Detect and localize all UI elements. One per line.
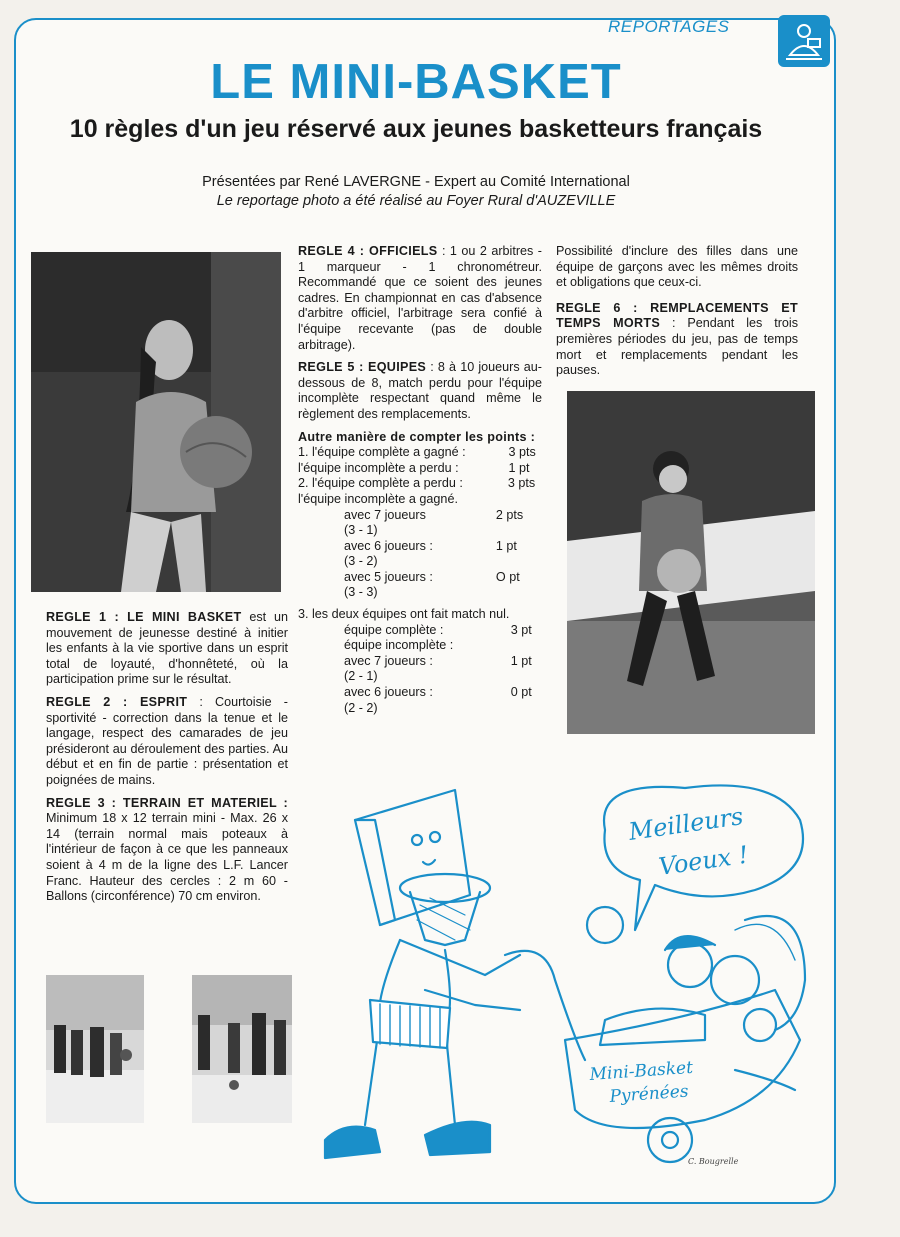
table-row bbox=[344, 669, 544, 685]
column-1 bbox=[46, 610, 288, 912]
rule-4-text: : 1 ou 2 arbitres - 1 marqueur - 1 chronométreur. Recommandé que ce soient des jeunes cadres. En championnat en cas d'absence d'arbitre officiel, l'arbitrage sera confié à l'équipe recevante (pas de double arbitrage). bbox=[298, 244, 542, 352]
score-detail: (3 - 1) bbox=[344, 523, 378, 538]
photo-credit: Le reportage photo a été réalisé au Foyer Rural d'AUZEVILLE bbox=[216, 193, 616, 209]
score-value: 3 pt bbox=[510, 622, 532, 637]
rule-5-continued: Possibilité d'inclure des filles dans une équipe de garçons avec les mêmes droits et obligations que ceux-ci. bbox=[556, 244, 798, 290]
rule-1-heading: REGLE 1 : LE MINI BASKET bbox=[46, 610, 242, 624]
column-2 bbox=[298, 244, 542, 716]
score-value: 1 pt bbox=[495, 538, 517, 553]
page-subtitle: 10 règles d'un jeu réservé aux jeunes basketteurs français bbox=[69, 115, 763, 143]
score-label: avec 7 joueurs : bbox=[344, 653, 433, 668]
scoring-case-3 bbox=[344, 623, 544, 717]
scoring-case-2-sub bbox=[344, 508, 544, 602]
table-row bbox=[298, 492, 543, 508]
score-value: 3 pts bbox=[508, 445, 536, 460]
score-detail: (2 - 2) bbox=[344, 700, 378, 715]
rule-5-text: : 8 à 10 joueurs au-dessous de 8, match perdu pour l'équipe incomplète respectant quand même le règlement des remplacements. bbox=[298, 360, 542, 421]
score-detail: (2 - 1) bbox=[344, 669, 378, 684]
table-row bbox=[344, 585, 544, 601]
photo-girl-with-ball bbox=[31, 252, 281, 592]
presenter: Présentées par René LAVERGNE - Expert au Comité International bbox=[202, 174, 630, 190]
scoring-case-1 bbox=[298, 445, 543, 476]
artist-signature: C. Bougrelle bbox=[688, 1157, 739, 1166]
table-row bbox=[298, 461, 543, 477]
score-label: avec 5 joueurs : bbox=[344, 569, 433, 584]
section-label: REPORTAGES bbox=[608, 17, 730, 36]
table-row bbox=[344, 654, 544, 670]
rule-6 bbox=[556, 301, 798, 379]
ball bbox=[587, 907, 623, 943]
score-value: 0 pt bbox=[510, 685, 532, 700]
score-label: avec 6 joueurs : bbox=[344, 685, 433, 700]
table-row bbox=[344, 638, 544, 654]
scoring-case-3-head: 3. les deux équipes ont fait match nul. bbox=[298, 607, 510, 622]
column-3 bbox=[556, 244, 798, 386]
table-row bbox=[298, 476, 543, 492]
scoring-heading: Autre manière de compter les points : bbox=[298, 429, 536, 444]
score-label: équipe complète : bbox=[344, 622, 444, 637]
rule-6-heading: REGLE 6 : REMPLACEMENTS ET TEMPS MORTS bbox=[556, 300, 798, 331]
cartoon-illustration bbox=[305, 780, 820, 1190]
score-value bbox=[504, 492, 543, 508]
score-detail: (3 - 2) bbox=[344, 554, 378, 569]
rule-5 bbox=[298, 360, 542, 422]
rule-3-heading: REGLE 3 : TERRAIN ET MATERIEL : bbox=[46, 795, 288, 810]
score-label: l'équipe incomplète a gagné. bbox=[298, 491, 458, 506]
score-value: 1 pt bbox=[510, 653, 532, 668]
table-row bbox=[344, 539, 544, 555]
rule-1-text: est un mouvement de jeunesse destiné à initier les enfants à la vie sportive dans un esprit total de loyauté, d'honnêteté, où la participation prime sur le résultat. bbox=[46, 610, 288, 687]
table-row bbox=[298, 445, 543, 461]
table-row bbox=[344, 623, 544, 639]
page-title: LE MINI-BASKET bbox=[210, 55, 622, 109]
score-label: 2. l'équipe complète a perdu : bbox=[298, 476, 463, 491]
score-label: l'équipe incomplète a perdu : bbox=[298, 460, 459, 475]
table-row bbox=[344, 508, 544, 524]
bubble-text-2: Voeux ! bbox=[656, 840, 751, 881]
rule-5-heading: REGLE 5 : EQUIPES bbox=[298, 360, 427, 375]
table-row bbox=[344, 685, 544, 701]
stroller-text-1: Mini-Basket bbox=[588, 1057, 694, 1085]
bubble-text-1: Meilleurs bbox=[626, 802, 745, 846]
photo-players-1 bbox=[46, 975, 144, 1123]
byline bbox=[0, 173, 832, 211]
score-label: avec 7 joueurs bbox=[344, 507, 426, 522]
table-row bbox=[344, 554, 544, 570]
photo-players-2 bbox=[192, 975, 292, 1123]
score-detail: (3 - 3) bbox=[344, 585, 378, 600]
score-label: équipe incomplète : bbox=[344, 638, 454, 653]
table-row bbox=[344, 701, 544, 717]
rule-3 bbox=[46, 796, 288, 905]
rule-2-text: : Courtoisie - sportivité - correction dans la tenue et le langage, respect des camarades de jeu présideront au déroulement des parties. Au début et en fin de partie : présentation et poignées de mains. bbox=[46, 694, 288, 787]
stroller-wheel bbox=[648, 1118, 692, 1162]
scoring-case-2 bbox=[298, 476, 543, 507]
rule-4 bbox=[298, 244, 542, 353]
rule-1 bbox=[46, 610, 288, 688]
score-value: 2 pts bbox=[495, 507, 524, 522]
photo-boy-with-ball bbox=[567, 391, 815, 734]
table-row bbox=[344, 570, 544, 586]
score-label: 1. l'équipe complète a gagné : bbox=[298, 445, 466, 460]
backboard bbox=[355, 790, 470, 925]
rule-3-text: Minimum 18 x 12 terrain mini - Max. 26 x 14 (terrain normal mais poteaux à l'intérieur de façon à ce que les panneaux soient à 4 m de la ligne des L.F. Lancer Franc. Hauteur des cercles : 2 m 60 - Ballons (circonférence) 70 cm environ. bbox=[46, 811, 288, 904]
rule-4-heading: REGLE 4 : OFFICIELS bbox=[298, 244, 438, 258]
score-value: O pt bbox=[495, 569, 520, 584]
rule-2-heading: REGLE 2 : ESPRIT bbox=[46, 694, 188, 709]
score-value: 3 pts bbox=[507, 476, 536, 491]
rule-6-text: : Pendant les trois premières périodes du jeu, pas de temps mort et remplacements pendant les pauses. bbox=[556, 316, 798, 378]
score-value: 1 pt bbox=[508, 460, 530, 475]
score-label: avec 6 joueurs : bbox=[344, 538, 433, 553]
table-row bbox=[344, 523, 544, 539]
rule-2 bbox=[46, 695, 288, 789]
stroller-text-2: Pyrénées bbox=[608, 1081, 690, 1107]
hoop bbox=[400, 874, 490, 902]
